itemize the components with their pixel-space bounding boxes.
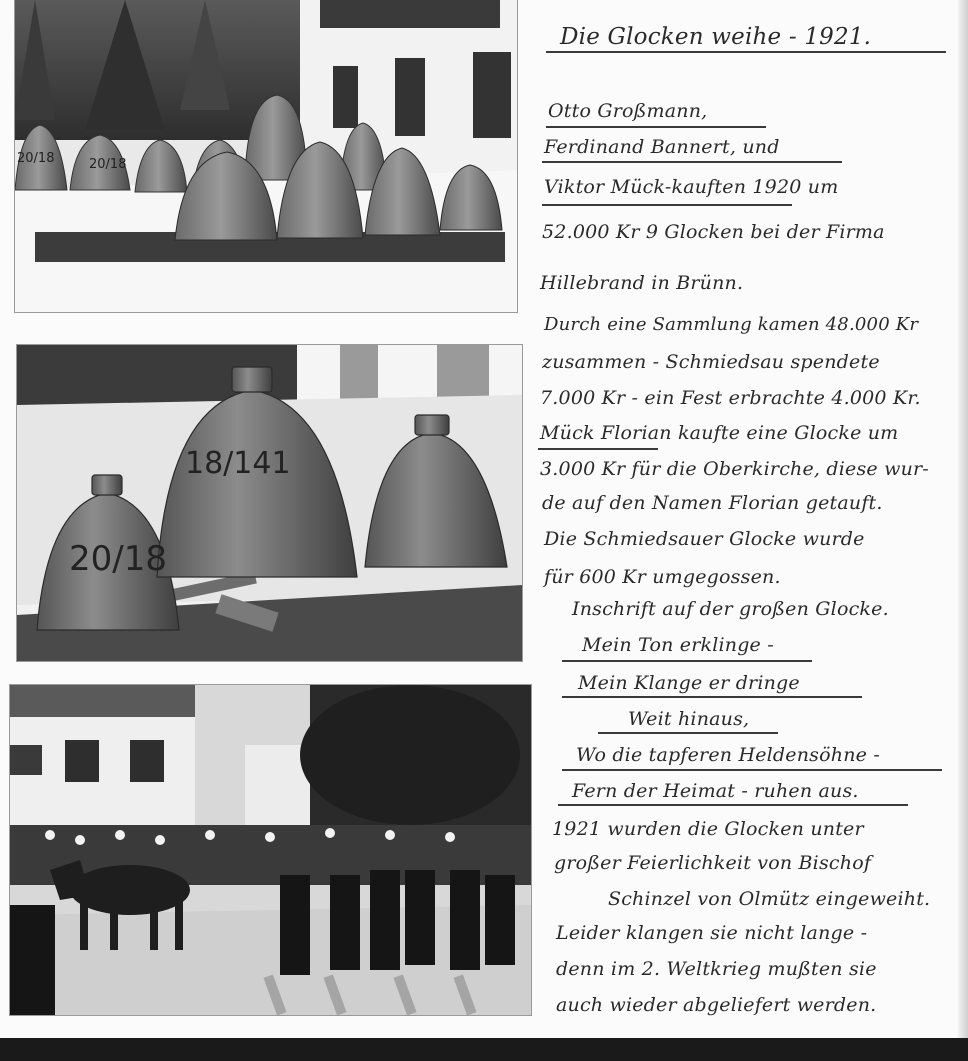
text-line: Ferdinand Bannert, und xyxy=(544,136,780,158)
bell-number-label: 20/18 xyxy=(17,151,55,166)
text-line: Mein Ton erklinge - xyxy=(582,634,774,656)
text-line: Viktor Mück-kauften 1920 um xyxy=(544,176,839,198)
title-underline xyxy=(546,51,946,53)
text-line: 7.000 Kr - ein Fest erbrachte 4.000 Kr. xyxy=(540,387,921,409)
text-line: de auf den Namen Florian getauft. xyxy=(542,492,883,514)
text-line: denn im 2. Weltkrieg mußten sie xyxy=(556,958,877,980)
bell-number-label: 18/141 xyxy=(185,446,291,481)
text-line: Leider klangen sie nicht lange - xyxy=(556,922,868,944)
text-line: 3.000 Kr für die Oberkirche, diese wur- xyxy=(540,458,929,480)
text-line: auch wieder abgeliefert werden. xyxy=(556,994,877,1016)
text-line: großer Feierlichkeit von Bischof xyxy=(554,852,872,874)
name-underline xyxy=(538,448,658,450)
verse-underline xyxy=(598,732,778,734)
text-line: zusammen - Schmiedsau spendete xyxy=(542,351,880,373)
verse-underline xyxy=(562,660,812,662)
verse-underline xyxy=(562,769,942,771)
text-line: Schinzel von Olmütz eingeweiht. xyxy=(608,888,931,910)
name-underline xyxy=(542,204,792,206)
page-edge xyxy=(958,0,968,1040)
text-line: Wo die tapferen Heldensöhne - xyxy=(576,744,880,766)
text-line: Durch eine Sammlung kamen 48.000 Kr xyxy=(544,314,919,335)
photo-three-bells xyxy=(17,345,522,661)
text-line: Die Schmiedsauer Glocke wurde xyxy=(544,528,865,550)
scan-border xyxy=(0,1038,968,1061)
text-line: Mein Klange er dringe xyxy=(578,672,800,694)
verse-underline xyxy=(558,804,908,806)
text-line: Inschrift auf der großen Glocke. xyxy=(572,598,889,620)
photo-bells-in-snow xyxy=(15,0,517,312)
name-underline xyxy=(546,126,766,128)
text-line: Fern der Heimat - ruhen aus. xyxy=(572,780,859,802)
name-underline xyxy=(542,161,842,163)
text-line: 1921 wurden die Glocken unter xyxy=(552,818,864,840)
text-line: für 600 Kr umgegossen. xyxy=(544,566,781,588)
text-line: Hillebrand in Brünn. xyxy=(540,272,744,294)
text-line: Mück Florian kaufte eine Glocke um xyxy=(540,422,899,444)
photo-consecration-procession xyxy=(10,685,531,1015)
text-line: 52.000 Kr 9 Glocken bei der Firma xyxy=(542,221,885,243)
verse-underline xyxy=(562,696,862,698)
page-title: Die Glocken weihe - 1921. xyxy=(560,24,872,50)
bell-number-label: 20/18 xyxy=(89,157,127,172)
bell-number-label: 20/18 xyxy=(69,539,167,579)
text-line: Otto Großmann, xyxy=(548,100,708,122)
text-line: Weit hinaus, xyxy=(628,708,750,730)
